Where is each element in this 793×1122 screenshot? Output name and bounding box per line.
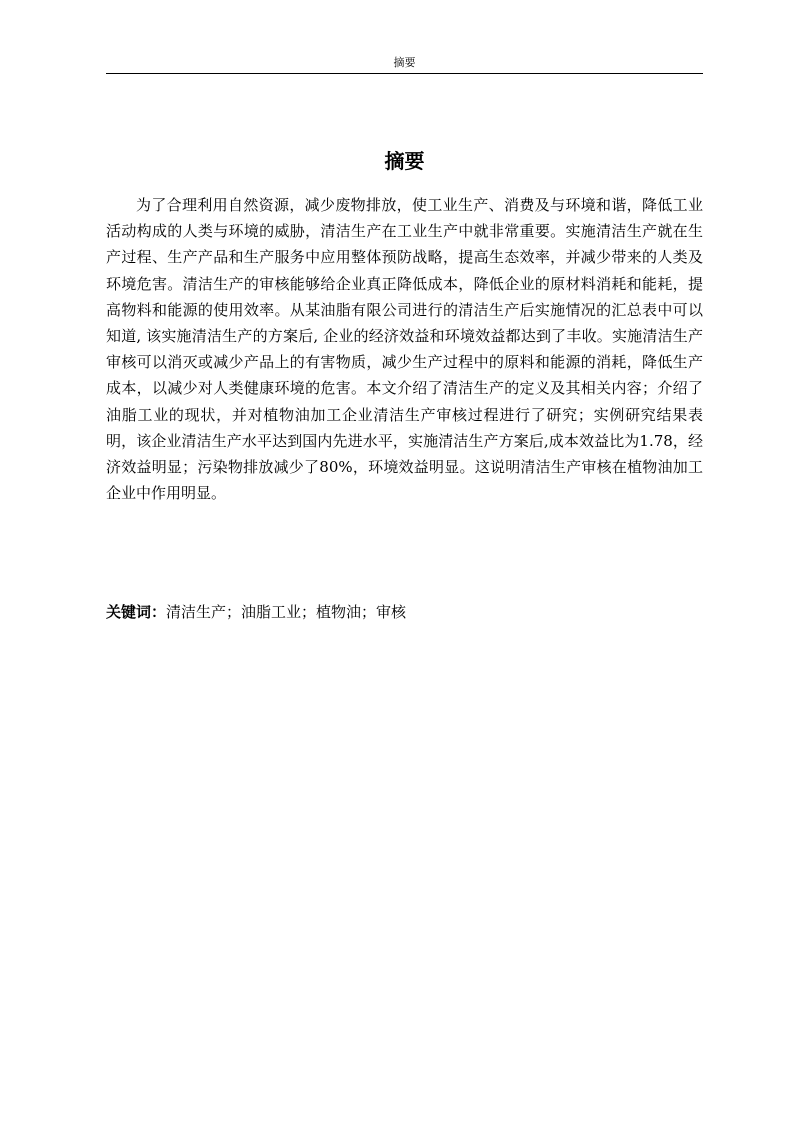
keywords-line [106, 599, 703, 625]
keywords-text: 清洁生产；油脂工业；植物油；审核 [166, 603, 407, 621]
running-header: 摘要 [393, 56, 416, 69]
abstract-paragraph: 为了合理利用自然资源，减少废物排放，使工业生产、消费及与环境和谐，降低工业活动构成的人类与环境的威胁，清洁生产在工业生产中就非常重要。实施清洁生产就在生产过程、生产产品和生产服务中应用整体预防战略，提高生态效率，并减少带来的人类及环境危害。清洁生产的审核能够给企业真正降低成本，降低企业的原材料消耗和能耗，提高物料和能源的使用效率。从某油脂有限公司进行的清洁生产后实施情况的汇总表中可以知道, 该实施清洁生产的方案后, 企业的经济效益和环境效益都达到了丰收。实施清洁生产审核可以消灭或减少产品上的有害物质，减少生产过程中的原料和能源的消耗，降低生产成本，以减少对人类健康环境的危害。本文介绍了清洁生产的定义及其相关内容；介绍了油脂工业的现状，并对植物油加工企业清洁生产审核过程进行了研究；实例研究结果表明，该企业清洁生产水平达到国内先进水平，实施清洁生产方案后,成本效益比为1.78，经济效益明显；污染物排放减少了80%，环境效益明显。这说明清洁生产审核在植物油加工企业中作用明显。 [106, 196, 703, 503]
header-divider [106, 73, 703, 74]
keywords-label: 关键词： [106, 603, 167, 621]
page-title: 摘要 [384, 149, 425, 173]
